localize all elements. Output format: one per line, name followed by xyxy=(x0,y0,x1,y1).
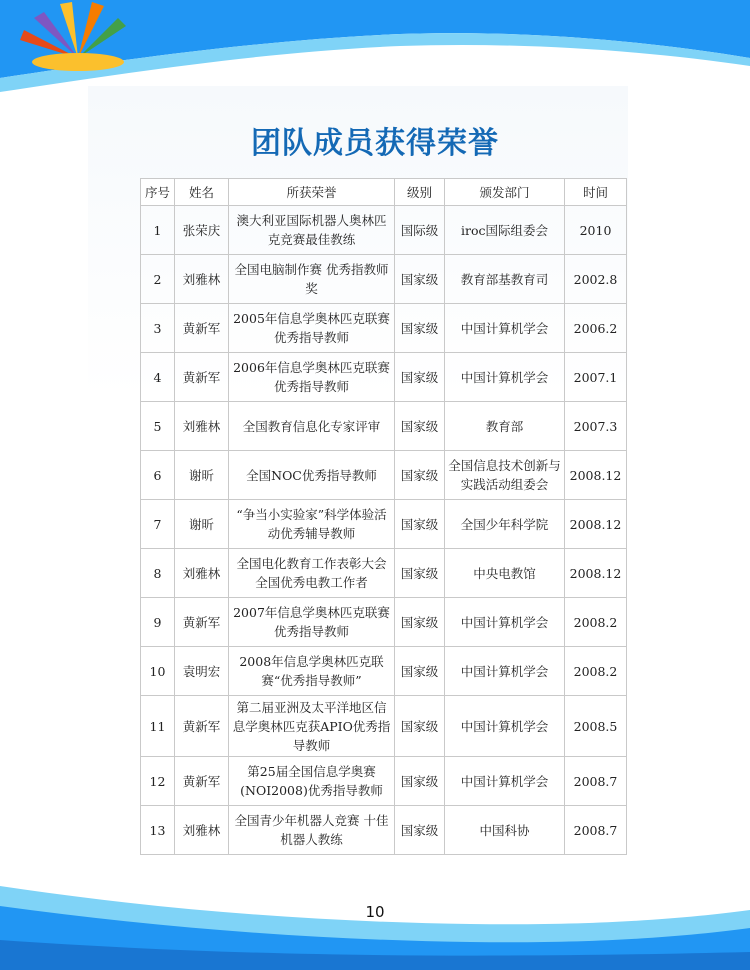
table-row xyxy=(141,647,627,696)
table-header-row xyxy=(141,179,627,206)
cell-no: 4 xyxy=(141,353,175,402)
cell-issuer: 中国计算机学会 xyxy=(445,598,565,647)
cell-level: 国家级 xyxy=(395,757,445,806)
cell-issuer: 全国信息技术创新与实践活动组委会 xyxy=(445,451,565,500)
cell-name: 谢昕 xyxy=(175,500,229,549)
cell-issuer: 教育部基教育司 xyxy=(445,255,565,304)
cell-name: 黄新军 xyxy=(175,598,229,647)
cell-honor: 澳大利亚国际机器人奥林匹克竞赛最佳教练 xyxy=(229,206,395,255)
cell-no: 6 xyxy=(141,451,175,500)
cell-honor: 全国NOC优秀指导教师 xyxy=(229,451,395,500)
cell-level: 国家级 xyxy=(395,255,445,304)
table-row xyxy=(141,402,627,451)
header-name: 姓名 xyxy=(175,179,229,206)
cell-level: 国家级 xyxy=(395,304,445,353)
cell-level: 国家级 xyxy=(395,696,445,757)
cell-no: 12 xyxy=(141,757,175,806)
cell-no: 1 xyxy=(141,206,175,255)
cell-time: 2008.12 xyxy=(565,500,627,549)
cell-name: 刘雅林 xyxy=(175,402,229,451)
cell-level: 国家级 xyxy=(395,402,445,451)
cell-level: 国家级 xyxy=(395,500,445,549)
cell-honor: 2008年信息学奥林匹克联赛“优秀指导教师” xyxy=(229,647,395,696)
cell-issuer: 中国计算机学会 xyxy=(445,757,565,806)
cell-name: 黄新军 xyxy=(175,757,229,806)
cell-time: 2008.12 xyxy=(565,549,627,598)
header-honor: 所获荣誉 xyxy=(229,179,395,206)
cell-time: 2008.2 xyxy=(565,647,627,696)
cell-no: 9 xyxy=(141,598,175,647)
header-no: 序号 xyxy=(141,179,175,206)
cell-name: 黄新军 xyxy=(175,304,229,353)
cell-no: 10 xyxy=(141,647,175,696)
page-title: 团队成员获得荣誉 xyxy=(251,126,499,161)
cell-honor: 全国教育信息化专家评审 xyxy=(229,402,395,451)
cell-name: 刘雅林 xyxy=(175,549,229,598)
cell-time: 2006.2 xyxy=(565,304,627,353)
cell-honor: 2006年信息学奥林匹克联赛优秀指导教师 xyxy=(229,353,395,402)
cell-name: 刘雅林 xyxy=(175,806,229,855)
table-row xyxy=(141,255,627,304)
table-row xyxy=(141,696,627,757)
cell-level: 国际级 xyxy=(395,206,445,255)
cell-issuer: 中国计算机学会 xyxy=(445,353,565,402)
cell-name: 黄新军 xyxy=(175,353,229,402)
cell-level: 国家级 xyxy=(395,353,445,402)
cell-honor: 全国青少年机器人竞赛 十佳机器人教练 xyxy=(229,806,395,855)
cell-no: 5 xyxy=(141,402,175,451)
cell-issuer: 中国计算机学会 xyxy=(445,647,565,696)
table-row xyxy=(141,451,627,500)
cell-honor: “争当小实验家”科学体验活动优秀辅导教师 xyxy=(229,500,395,549)
table-row xyxy=(141,353,627,402)
cell-issuer: 全国少年科学院 xyxy=(445,500,565,549)
cell-honor: 全国电脑制作赛 优秀指教师奖 xyxy=(229,255,395,304)
cell-time: 2010 xyxy=(565,206,627,255)
cell-time: 2007.1 xyxy=(565,353,627,402)
cell-issuer: 中国计算机学会 xyxy=(445,304,565,353)
cell-honor: 2005年信息学奥林匹克联赛优秀指导教师 xyxy=(229,304,395,353)
cell-name: 袁明宏 xyxy=(175,647,229,696)
cell-no: 11 xyxy=(141,696,175,757)
cell-no: 3 xyxy=(141,304,175,353)
cell-level: 国家级 xyxy=(395,806,445,855)
cell-time: 2008.7 xyxy=(565,806,627,855)
cell-issuer: 教育部 xyxy=(445,402,565,451)
cell-no: 13 xyxy=(141,806,175,855)
cell-honor: 第25届全国信息学奥赛(NOI2008)优秀指导教师 xyxy=(229,757,395,806)
cell-honor: 2007年信息学奥林匹克联赛优秀指导教师 xyxy=(229,598,395,647)
cell-time: 2008.2 xyxy=(565,598,627,647)
honors-table xyxy=(140,178,627,855)
cell-honor: 全国电化教育工作表彰大会全国优秀电教工作者 xyxy=(229,549,395,598)
cell-level: 国家级 xyxy=(395,451,445,500)
cell-name: 谢昕 xyxy=(175,451,229,500)
header-level: 级别 xyxy=(395,179,445,206)
cell-time: 2002.8 xyxy=(565,255,627,304)
table-row xyxy=(141,206,627,255)
cell-issuer: 中国计算机学会 xyxy=(445,696,565,757)
table-row xyxy=(141,304,627,353)
cell-name: 张荣庆 xyxy=(175,206,229,255)
table-row xyxy=(141,500,627,549)
cell-no: 2 xyxy=(141,255,175,304)
cell-level: 国家级 xyxy=(395,598,445,647)
cell-issuer: 中国科协 xyxy=(445,806,565,855)
cell-time: 2007.3 xyxy=(565,402,627,451)
page-number: 10 xyxy=(365,903,385,921)
cell-issuer: 中央电教馆 xyxy=(445,549,565,598)
cell-time: 2008.5 xyxy=(565,696,627,757)
cell-no: 8 xyxy=(141,549,175,598)
table-row xyxy=(141,757,627,806)
table-row xyxy=(141,549,627,598)
cell-name: 刘雅林 xyxy=(175,255,229,304)
header-time: 时间 xyxy=(565,179,627,206)
cell-time: 2008.12 xyxy=(565,451,627,500)
header-issuer: 颁发部门 xyxy=(445,179,565,206)
cell-no: 7 xyxy=(141,500,175,549)
table-row xyxy=(141,806,627,855)
cell-level: 国家级 xyxy=(395,549,445,598)
table-row xyxy=(141,598,627,647)
cell-issuer: iroc国际组委会 xyxy=(445,206,565,255)
cell-honor: 第二届亚洲及太平洋地区信息学奥林匹克获APIO优秀指导教师 xyxy=(229,696,395,757)
cell-level: 国家级 xyxy=(395,647,445,696)
cell-name: 黄新军 xyxy=(175,696,229,757)
cell-time: 2008.7 xyxy=(565,757,627,806)
